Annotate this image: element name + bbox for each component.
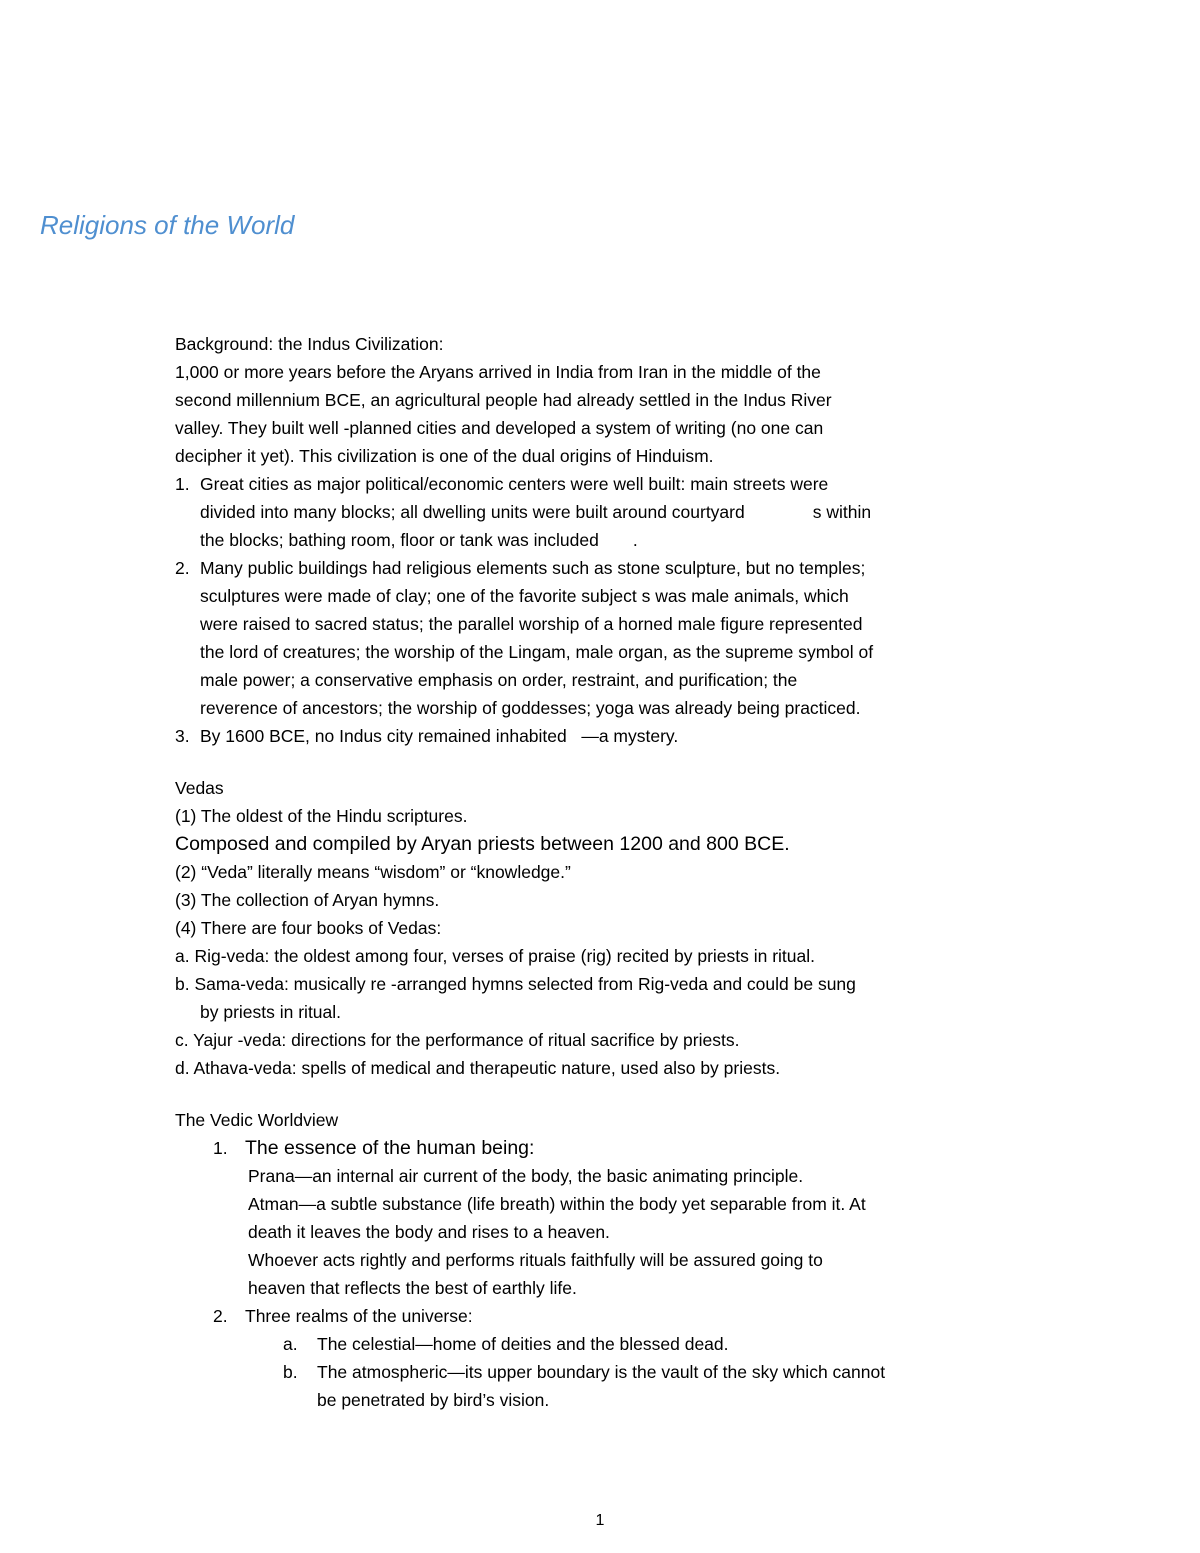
vedas-line: (4) There are four books of Vedas: (175, 918, 442, 938)
vedas-line: (1) The oldest of the Hindu scriptures. (175, 806, 468, 826)
vedas-book-yajur: c. Yajur -veda: directions for the performance of ritual sacrifice by priests. (175, 1030, 740, 1050)
vedas-line: (3) The collection of Aryan hymns. (175, 890, 440, 910)
page-number: 1 (595, 1512, 605, 1529)
vedas-book-sama: b. Sama-veda: musically re -arranged hymns selected from Rig-veda and could be sung (175, 974, 856, 994)
document-body (175, 330, 1005, 1414)
list-text: were raised to sacred status; the parallel worship of a horned male figure represented (200, 614, 863, 634)
worldview-text: Whoever acts rightly and performs rituals faithfully will be assured going to (248, 1250, 823, 1270)
list-number: 1. (213, 1138, 228, 1158)
background-intro-line: second millennium BCE, an agricultural people had already settled in the Indus River (175, 390, 832, 410)
list-text: be penetrated by bird’s vision. (317, 1390, 550, 1410)
list-text: The essence of the human being: (245, 1137, 535, 1159)
list-text: divided into many blocks; all dwelling units were built around courtyard s within (200, 502, 872, 522)
vedas-book-rig: a. Rig-veda: the oldest among four, verses of praise (rig) recited by priests in ritual. (175, 946, 816, 966)
vedas-book-sama-cont: by priests in ritual. (200, 1002, 342, 1022)
list-number: 1. (175, 474, 190, 494)
vedas-line: Composed and compiled by Aryan priests between 1200 and 800 BCE. (175, 833, 790, 855)
background-item-1 (175, 470, 1005, 498)
worldview-item-2 (175, 1302, 1005, 1330)
worldview-text: Prana—an internal air current of the body, the basic animating principle. (248, 1166, 804, 1186)
background-item-2 (175, 554, 1005, 582)
list-text: Three realms of the universe: (245, 1306, 473, 1326)
worldview-sub-a (175, 1330, 1005, 1358)
worldview-text: Atman—a subtle substance (life breath) within the body yet separable from it. At (248, 1194, 866, 1214)
vedas-book-athava: d. Athava-veda: spells of medical and therapeutic nature, used also by priests. (175, 1058, 781, 1078)
list-text: the lord of creatures; the worship of the Lingam, male organ, as the supreme symbol of (200, 642, 874, 662)
list-letter: b. (283, 1362, 298, 1382)
list-text: reverence of ancestors; the worship of goddesses; yoga was already being practiced. (200, 698, 861, 718)
list-number: 3. (175, 726, 190, 746)
background-heading: Background: the Indus Civilization: (175, 334, 444, 354)
list-text: Many public buildings had religious elements such as stone sculpture, but no temples; (200, 558, 866, 578)
worldview-text: heaven that reflects the best of earthly life. (248, 1278, 577, 1298)
list-text: male power; a conservative emphasis on order, restraint, and purification; the (200, 670, 798, 690)
background-intro-line: decipher it yet). This civilization is one of the dual origins of Hinduism. (175, 446, 714, 466)
list-number: 2. (213, 1306, 228, 1326)
worldview-sub-b-cont (175, 1386, 1005, 1414)
worldview-sub-b (175, 1358, 1005, 1386)
document-title: Religions of the World (40, 210, 295, 240)
worldview-heading: The Vedic Worldview (175, 1110, 339, 1130)
list-text: The celestial—home of deities and the blessed dead. (317, 1334, 729, 1354)
list-number: 2. (175, 558, 190, 578)
list-letter: a. (283, 1334, 298, 1354)
vedas-heading: Vedas (175, 778, 224, 798)
list-text: The atmospheric—its upper boundary is the vault of the sky which cannot (317, 1362, 886, 1382)
list-text: Great cities as major political/economic centers were well built: main streets were (200, 474, 829, 494)
background-intro-line: 1,000 or more years before the Aryans arrived in India from Iran in the middle of the (175, 362, 821, 382)
vedas-line: (2) “Veda” literally means “wisdom” or “knowledge.” (175, 862, 571, 882)
worldview-item-1 (175, 1134, 1005, 1162)
worldview-text: death it leaves the body and rises to a heaven. (248, 1222, 610, 1242)
list-text: By 1600 BCE, no Indus city remained inhabited —a mystery. (200, 726, 679, 746)
list-text: sculptures were made of clay; one of the favorite subject s was male animals, which (200, 586, 849, 606)
background-item-3 (175, 722, 1005, 750)
background-intro-line: valley. They built well -planned cities and developed a system of writing (no one can (175, 418, 824, 438)
list-text: the blocks; bathing room, floor or tank was included . (200, 530, 638, 550)
